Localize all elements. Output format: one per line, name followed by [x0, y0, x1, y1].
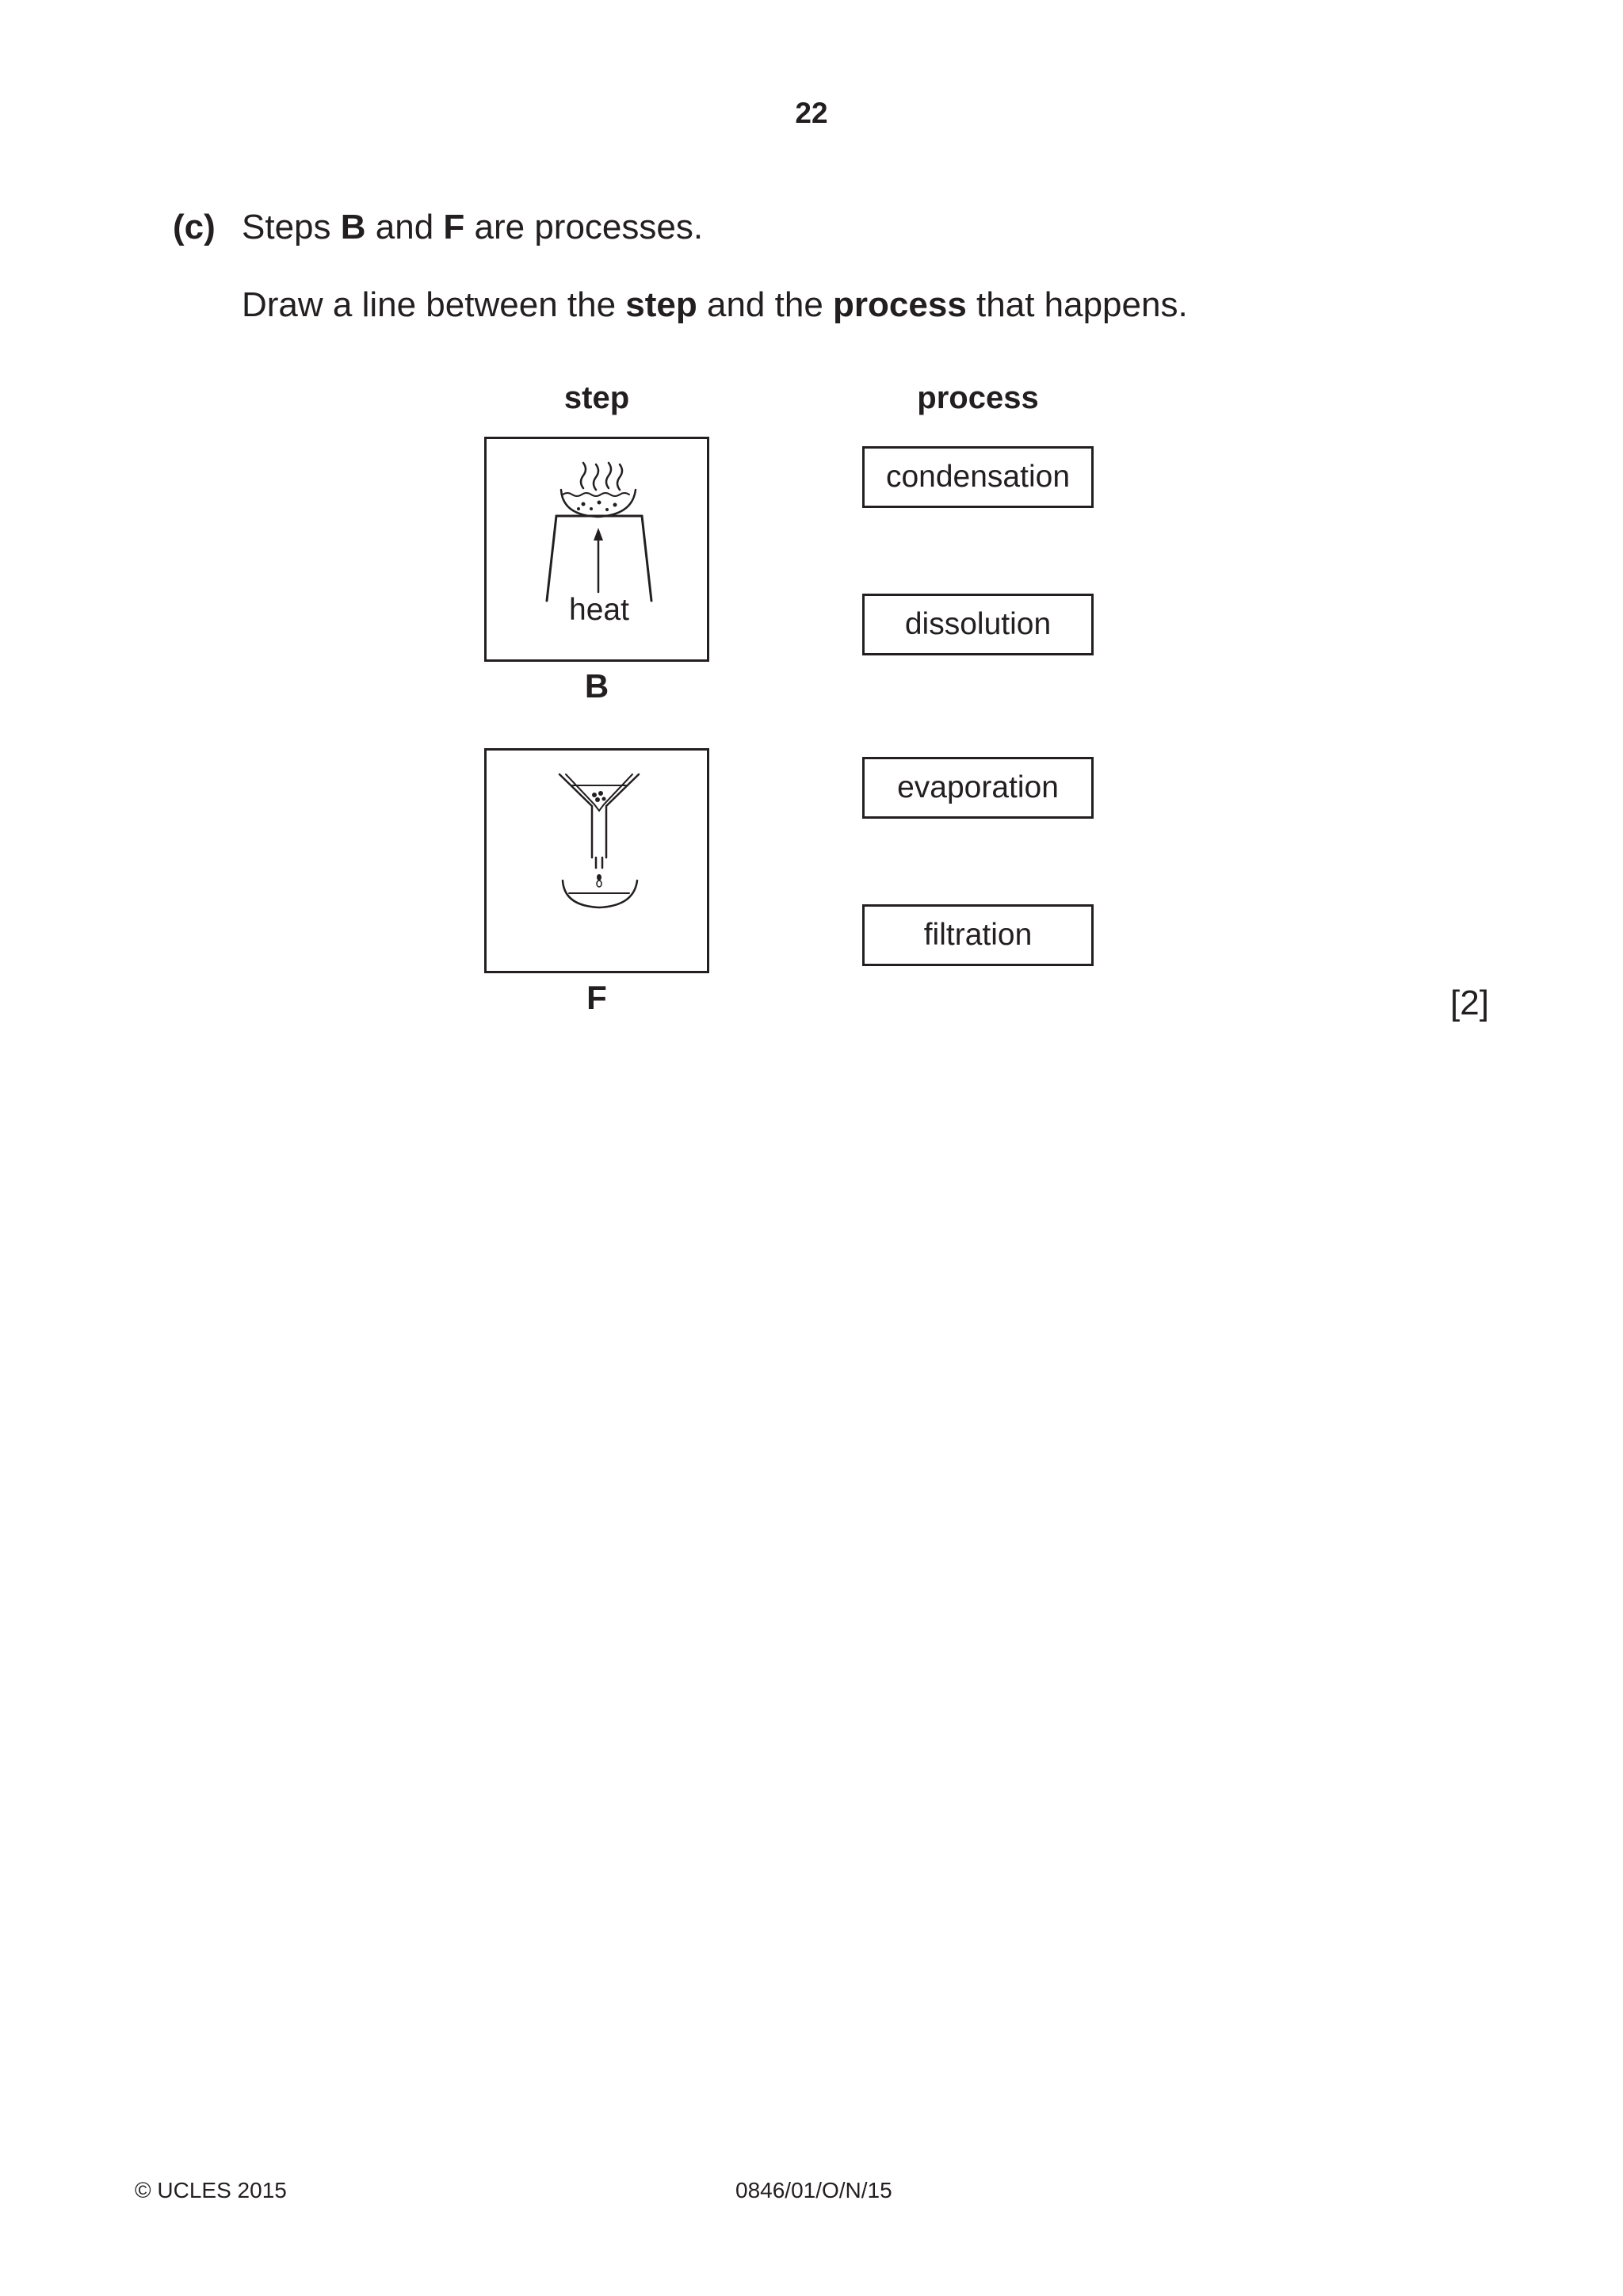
- filter-funnel-icon: [487, 751, 712, 976]
- drop: [597, 881, 601, 887]
- step-f-box: [484, 748, 709, 973]
- arrow-head: [594, 528, 603, 541]
- evaporating-basin-heat-icon: [487, 439, 712, 664]
- step-b-label: B: [584, 667, 609, 705]
- marks-allocation: [2]: [1450, 984, 1489, 1022]
- footer-paper-code: 0846/01/O/N/15: [735, 2178, 892, 2202]
- steam-line: [617, 464, 622, 490]
- step-f-label: F: [586, 979, 607, 1016]
- step-column-heading: step: [563, 380, 630, 415]
- page-number: 22: [795, 97, 828, 129]
- step-b-box: [484, 437, 709, 662]
- process-box-dissolution[interactable]: dissolution: [862, 594, 1094, 655]
- process-box-filtration[interactable]: filtration: [862, 904, 1094, 966]
- question-instruction: Draw a line between the step and the process that happens.: [242, 285, 1188, 324]
- steam-line: [594, 464, 598, 490]
- stand-leg: [642, 516, 651, 601]
- question-line-1: Steps B and F are processes.: [242, 208, 704, 246]
- drop: [597, 874, 601, 881]
- process-box-condensation[interactable]: condensation: [862, 446, 1094, 508]
- footer-copyright: © UCLES 2015: [135, 2178, 287, 2202]
- funnel-left: [559, 774, 592, 858]
- steam-line: [581, 463, 586, 488]
- question-part-label: (c): [173, 208, 216, 246]
- process-column-heading: process: [917, 380, 1039, 415]
- process-box-evaporation[interactable]: evaporation: [862, 757, 1094, 819]
- heat-label: heat: [569, 593, 629, 627]
- steam-line: [606, 463, 611, 488]
- stand-leg: [547, 516, 556, 601]
- funnel-right: [606, 774, 639, 858]
- liquid-surface: [563, 493, 629, 496]
